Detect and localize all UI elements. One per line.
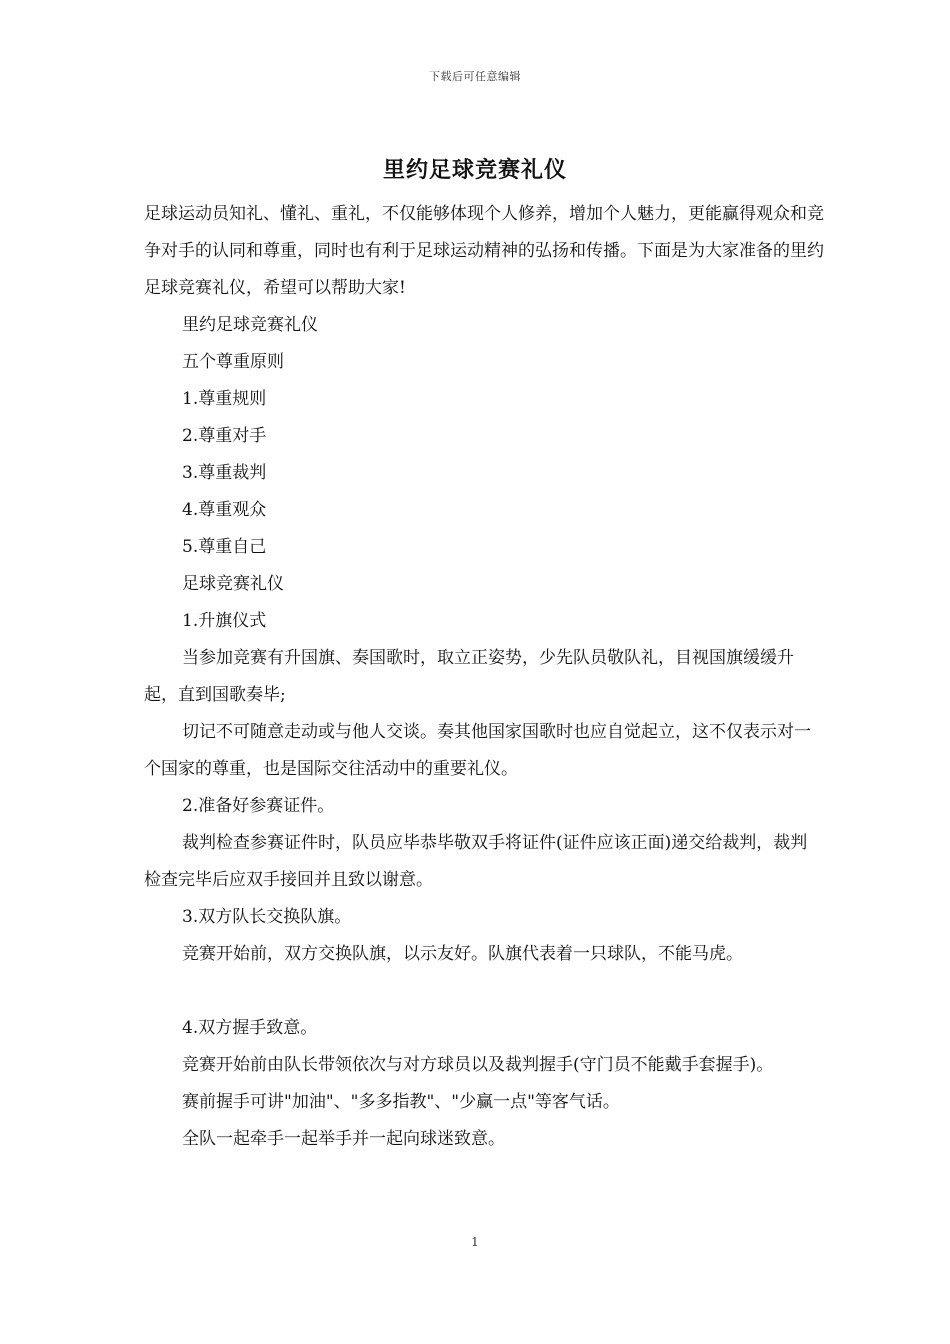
list-item: 2.准备好参赛证件。 (182, 796, 335, 816)
subsection-heading: 五个尊重原则 (182, 352, 284, 372)
subsection-heading: 足球竞赛礼仪 (182, 574, 284, 594)
body-paragraph: 全队一起牵手一起举手并一起向球迷致意。 (182, 1129, 505, 1149)
list-item: 2.尊重对手 (182, 426, 267, 446)
page-number: 1 (471, 1235, 479, 1249)
list-item: 1.尊重规则 (182, 389, 267, 409)
body-paragraph: 赛前握手可讲"加油"、"多多指教"、"少赢一点"等客气话。 (182, 1092, 620, 1112)
body-paragraph: 竞赛开始前，双方交换队旗，以示友好。队旗代表着一只球队，不能马虎。 (182, 944, 743, 964)
list-item: 3.尊重裁判 (182, 463, 267, 483)
blank-line (144, 973, 824, 1010)
document-body (144, 196, 824, 1158)
header-note: 下载后可任意编辑 (429, 70, 521, 83)
list-item: 5.尊重自己 (182, 537, 267, 557)
intro-paragraph: 足球运动员知礼、懂礼、重礼，不仅能够体现个人修养，增加个人魅力，更能赢得观众和竞争对手的认同和尊重，同时也有利于足球运动精神的弘扬和传播。下面是为大家准备的里约足球竞赛礼仪，希望可以帮助大家! (144, 204, 824, 298)
body-paragraph: 裁判检查参赛证件时，队员应毕恭毕敬双手将证件(证件应该正面)递交给裁判，裁判检查完毕后应双手接回并且致以谢意。 (144, 833, 808, 890)
body-paragraph: 当参加竞赛有升国旗、奏国歌时，取立正姿势，少先队员敬队礼，目视国旗缓缓升起，直到国歌奏毕; (144, 648, 794, 705)
list-item: 4.双方握手致意。 (182, 1018, 318, 1038)
list-item: 3.双方队长交换队旗。 (182, 907, 352, 927)
list-item: 1.升旗仪式 (182, 611, 267, 631)
body-paragraph: 竞赛开始前由队长带领依次与对方球员以及裁判握手(守门员不能戴手套握手)。 (182, 1055, 774, 1075)
body-paragraph: 切记不可随意走动或与他人交谈。奏其他国家国歌时也应自觉起立，这不仅表示对一个国家的尊重，也是国际交往活动中的重要礼仪。 (144, 722, 811, 779)
section-heading: 里约足球竞赛礼仪 (182, 315, 318, 335)
list-item: 4.尊重观众 (182, 500, 267, 520)
document-title: 里约足球竞赛礼仪 (382, 157, 567, 183)
